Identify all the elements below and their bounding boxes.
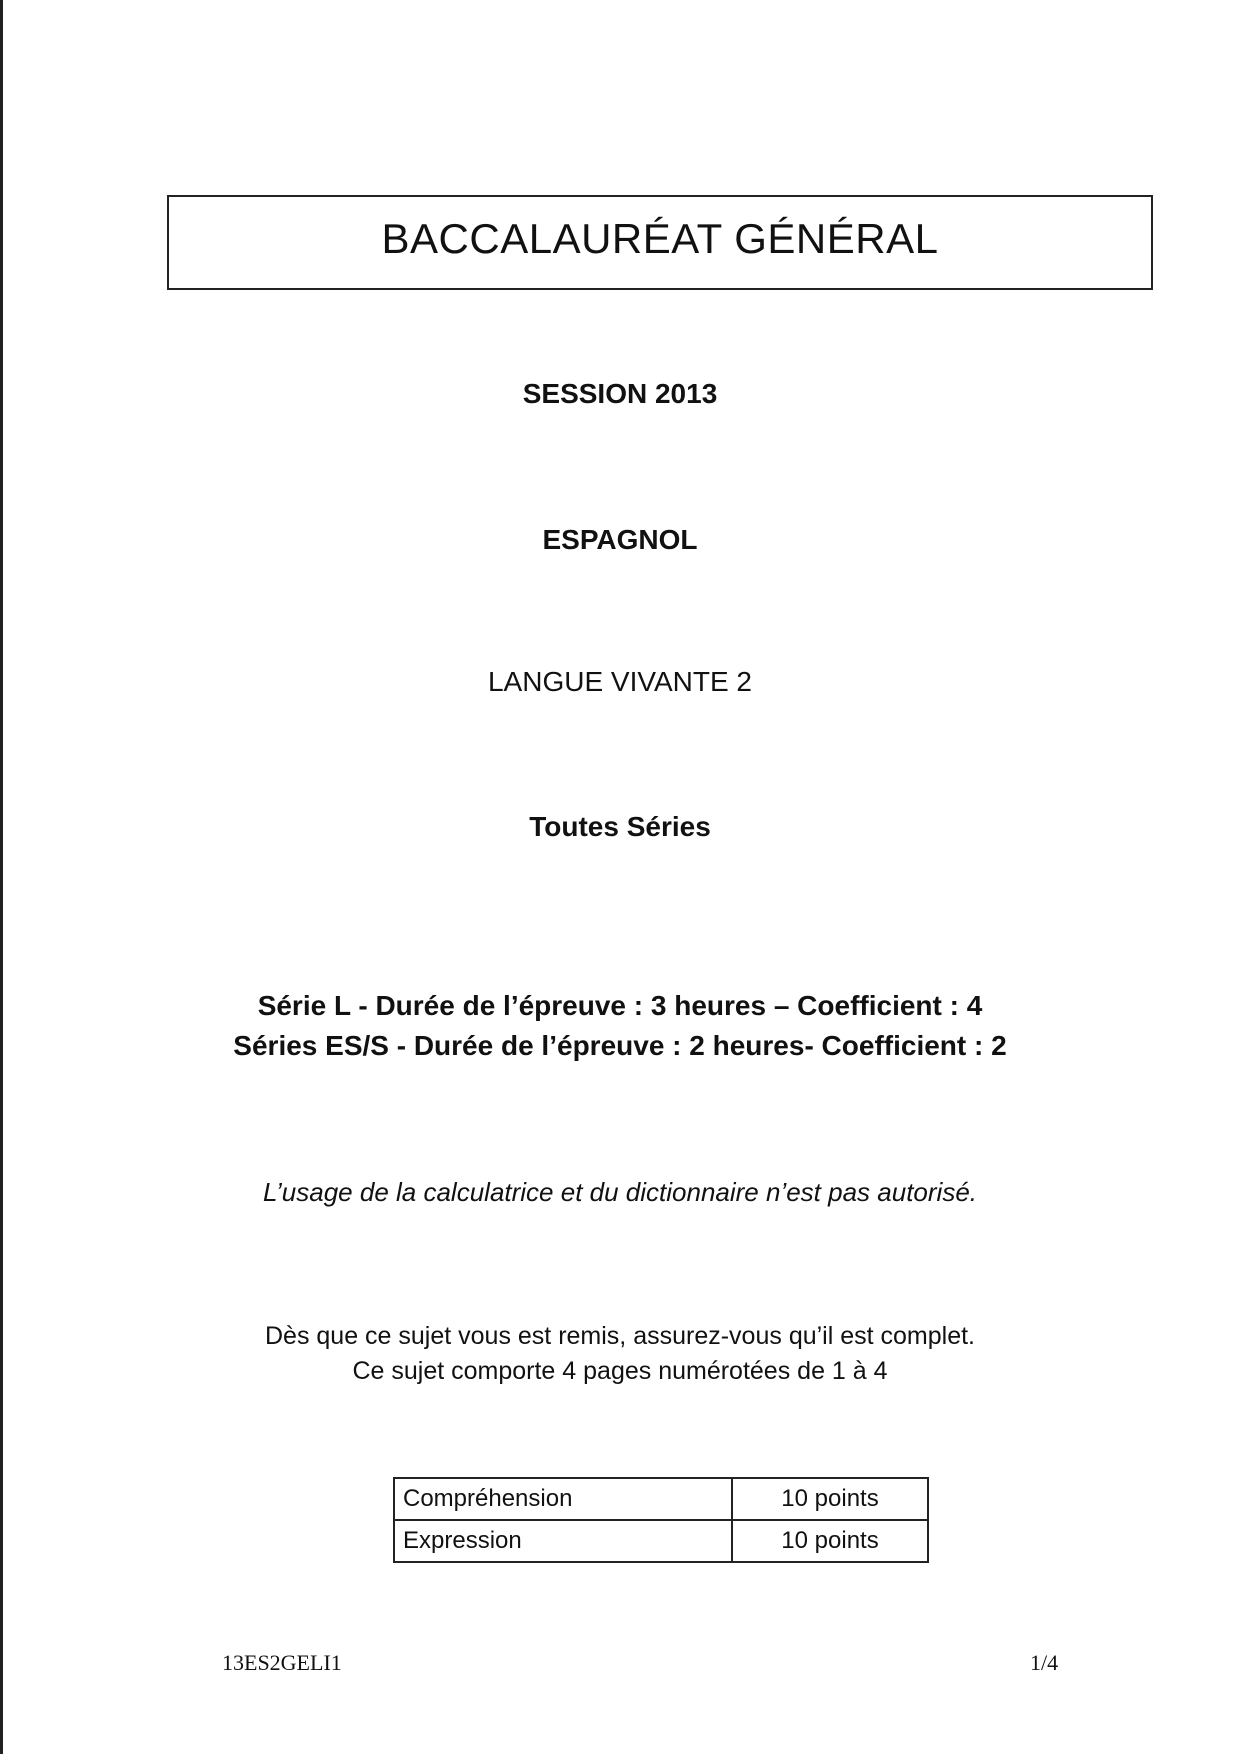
table-row: [394, 1520, 928, 1562]
scoring-points-comprehension: 10 points: [732, 1478, 928, 1520]
pages-notice: Ce sujet comporte 4 pages numérotées de 1 à 4: [352, 1357, 888, 1385]
language-level-label: LANGUE VIVANTE 2: [487, 666, 752, 697]
footer-document-code: 13ES2GELI1: [222, 1650, 342, 1675]
scoring-table: [393, 1477, 929, 1563]
duration-series-es-s: Séries ES/S - Durée de l’épreuve : 2 heures- Coefficient : 2: [233, 1030, 1007, 1061]
scoring-label-expression: Expression: [394, 1520, 732, 1562]
series-label: Toutes Séries: [529, 811, 711, 842]
page-edge: [0, 0, 3, 1754]
table-row: [394, 1478, 928, 1520]
duration-serie-l: Série L - Durée de l’épreuve : 3 heures – Coefficient : 4: [257, 990, 983, 1021]
session-label: SESSION 2013: [522, 378, 718, 409]
scoring-label-comprehension: Compréhension: [394, 1478, 732, 1520]
document-title: BACCALAURÉAT GÉNÉRAL: [381, 215, 939, 262]
calculator-notice: L’usage de la calculatrice et du dictionnaire n’est pas autorisé.: [263, 1177, 977, 1207]
subject-label: ESPAGNOL: [542, 524, 698, 555]
footer-page-number: 1/4: [1030, 1650, 1059, 1675]
scoring-points-expression: 10 points: [732, 1520, 928, 1562]
title-box: [167, 195, 1153, 290]
completeness-notice: Dès que ce sujet vous est remis, assurez-vous qu’il est complet.: [264, 1322, 976, 1350]
